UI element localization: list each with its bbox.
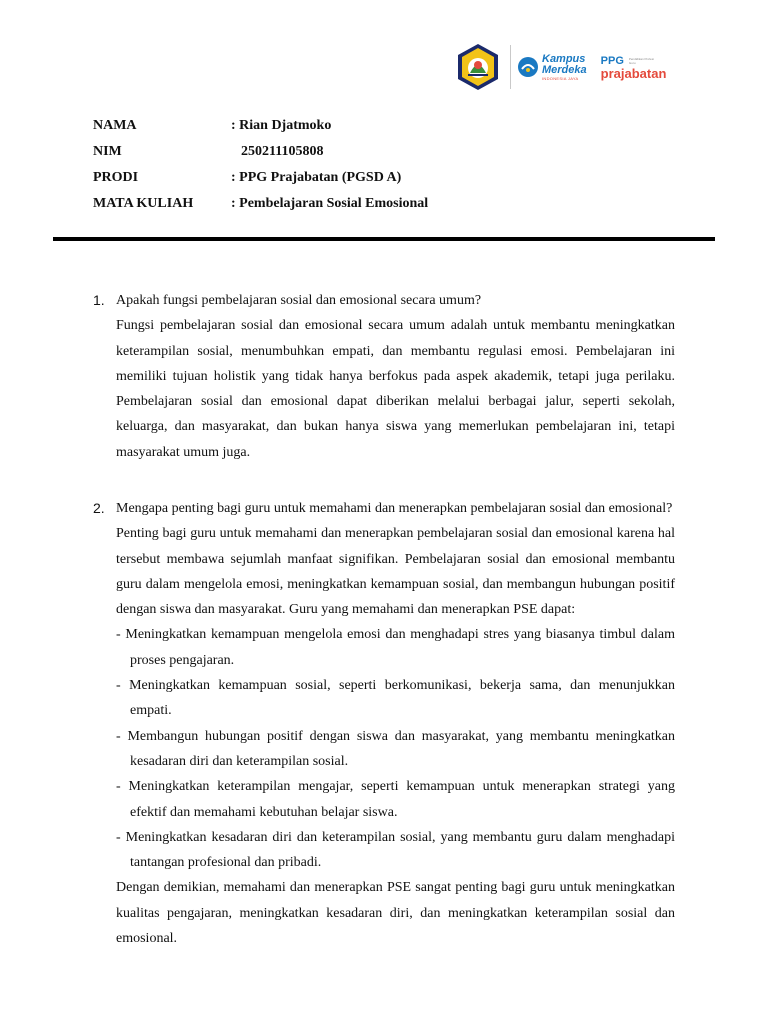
ppg-logo [601,55,667,80]
prodi-row [93,170,428,196]
nim-value: 250211105808 [241,144,324,159]
kampus-merdeka-logo [517,54,587,81]
question-number: 1. [93,292,105,308]
course-row [93,196,428,222]
question-2 [93,496,675,951]
nim-label: NIM [93,144,122,159]
answer-bullet: - Meningkatkan kemampuan mengelola emosi dan menghadapi stres yang biasanya timbul dalam proses pengajaran. [116,627,675,668]
question-text: Apakah fungsi pembelajaran sosial dan emosional secara umum? [116,293,482,308]
name-row [93,118,428,144]
header-logos [454,40,666,94]
question-text: Mengapa penting bagi guru untuk memahami dan menerapkan pembelajaran sosial dan emosional? [116,501,673,516]
kampus-merdeka-icon [517,56,539,78]
answer-bullet: - Membangun hubungan positif dengan siswa dan masyarakat, yang membantu meningkatkan kesadaran diri dan keterampilan sosial. [116,728,675,769]
ppg-title: PPG [600,54,624,67]
kampus-text: Kampus [542,52,586,65]
answer-bullet: - Meningkatkan keterampilan mengajar, seperti kemampuan untuk menerapkan strategi yang efektif dan memahami kebutuhan belajar siswa. [116,779,675,820]
answer-text: Penting bagi guru untuk memahami dan menerapkan pembelajaran sosial dan emosional karena hal tersebut membawa sejumlah manfaat signifikan. Pembelajaran sosial dan emosional membantu guru dalam mengelola emosi, meningkatkan kemampuan sosial, dan membangun hubungan positif dengan siswa dan masyarakat. Guru yang memahami dan menerapkan PSE dapat: [116,526,675,618]
answer-bullet: - Meningkatkan kesadaran diri dan keterampilan sosial, yang membantu guru dalam menghadapi tantangan profesional dan pribadi. [116,829,675,871]
question-1 [93,288,675,465]
ppg-small-text: Pendidikan Profesi Guru [628,56,654,65]
nim-row [93,144,428,170]
course-value: : Pembelajaran Sosial Emosional [231,196,429,211]
kampus-merdeka-tagline: INDONESIA JAYA [542,75,579,81]
prodi-value: : PPG Prajabatan (PGSD A) [231,170,402,185]
conclusion-text: Dengan demikian, memahami dan menerapkan PSE sangat penting bagi guru untuk meningkatkan kualitas pengajaran, meningkatkan kesadaran diri, dan meningkatkan keterampilan sosial dan emosional. [116,880,675,947]
name-value: : Rian Djatmoko [231,118,332,133]
header-divider [53,237,715,241]
merdeka-text: Merdeka [542,63,587,76]
course-label: MATA KULIAH [93,196,194,211]
answer-text: Fungsi pembelajaran sosial dan emosional secara umum adalah untuk membantu meningkatkan keterampilan sosial, menumbuhkan empati, dan membantu regulasi emosi. Pembelajaran ini memiliki tujuan holistik yang tidak hanya berfokus pada aspek akademik, tetapi juga perilaku. Pembelajaran sosial dan emosional dapat diberikan melalui berbagai jalur, seperti sekolah, keluarga, dan masyarakat, dan bukan hanya siswa yang memerlukan pembelajaran ini, tetapi masyarakat umum juga. [116,318,675,460]
prodi-label: PRODI [93,170,139,185]
ppg-subtitle: prajabatan [600,65,667,81]
question-number: 2. [93,500,105,516]
name-label: NAMA [93,118,137,133]
student-info [93,118,428,222]
answer-bullet: - Meningkatkan kemampuan sosial, seperti berkomunikasi, bekerja sama, dan menunjukkan empati. [116,678,675,719]
logo-divider [510,45,511,89]
university-logo [454,43,502,91]
